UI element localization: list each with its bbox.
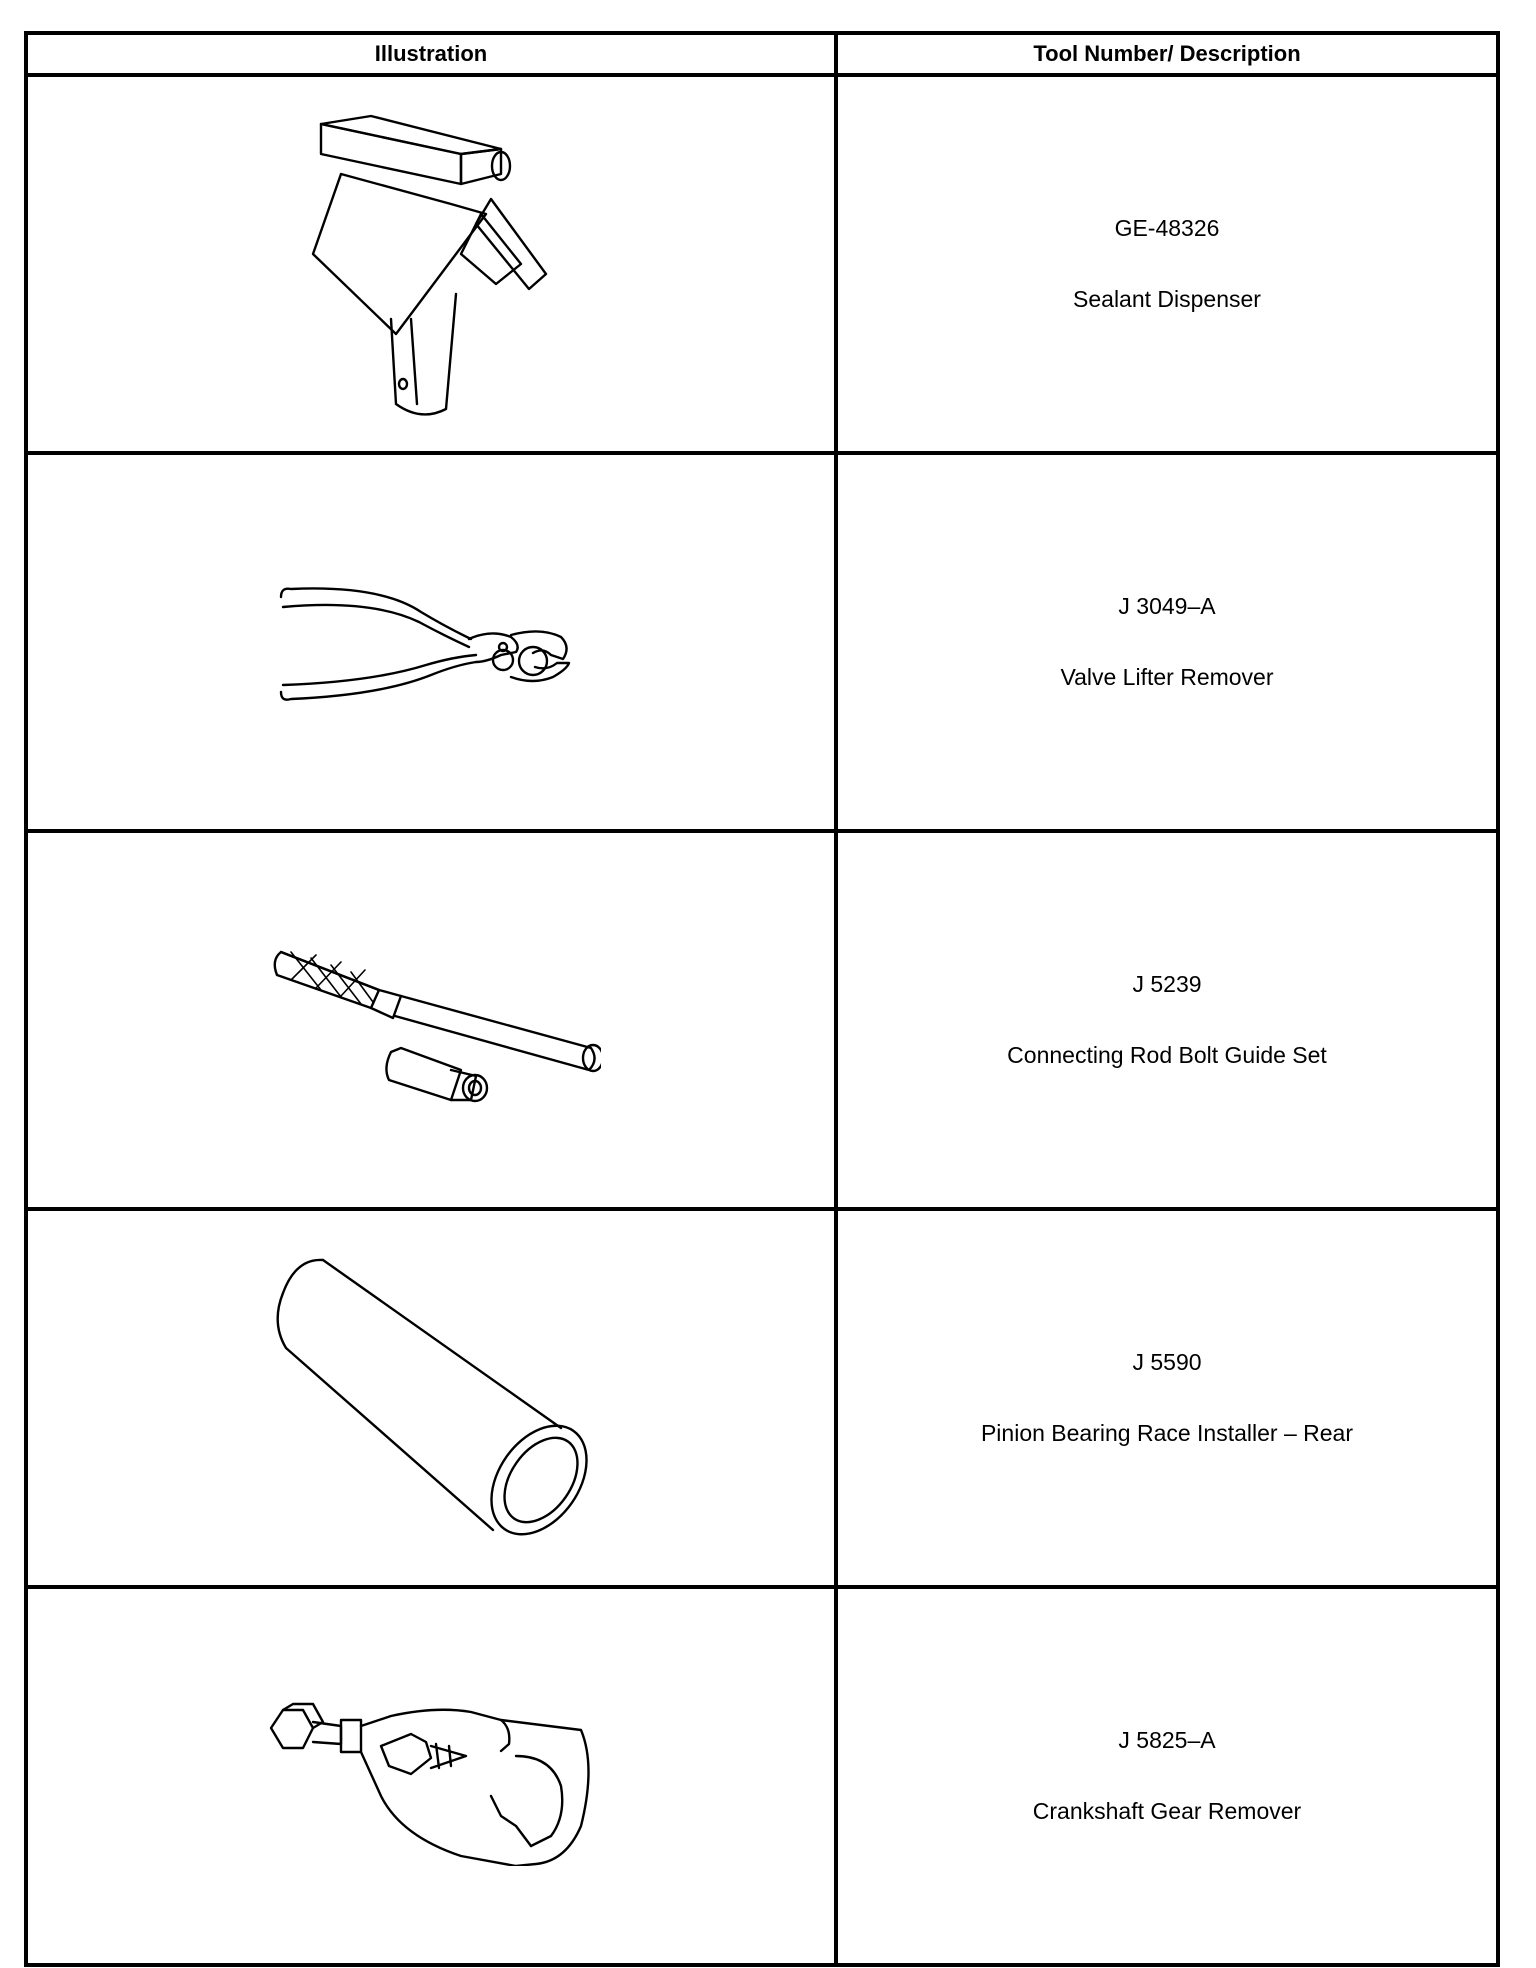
illustration-cell: [26, 1587, 836, 1965]
crankshaft-gear-remover-icon: [261, 1686, 601, 1866]
table-row: [26, 453, 1498, 831]
illustration-cell: [26, 831, 836, 1209]
connecting-rod-bolt-guide-icon: [261, 930, 601, 1110]
tool-cell: [836, 831, 1498, 1209]
valve-lifter-remover-icon: [271, 567, 591, 717]
table-row: [26, 831, 1498, 1209]
tool-number: J 5825–A: [1118, 1727, 1216, 1753]
sealant-dispenser-icon: [301, 104, 561, 424]
tool-description: Connecting Rod Bolt Guide Set: [1007, 1042, 1327, 1068]
tool-description: Valve Lifter Remover: [1060, 664, 1274, 690]
tool-number: J 3049–A: [1118, 593, 1216, 619]
tool-description: Crankshaft Gear Remover: [1032, 1798, 1302, 1824]
table-row: [26, 1587, 1498, 1965]
illustration-cell: [26, 75, 836, 453]
pinion-bearing-race-installer-icon: [261, 1248, 601, 1548]
special-tools-table: [24, 31, 1500, 1967]
tool-cell: [836, 1587, 1498, 1965]
tool-description: Pinion Bearing Race Installer – Rear: [980, 1420, 1354, 1446]
tool-cell: [836, 1209, 1498, 1587]
tool-description-header: Tool Number/ Description: [836, 33, 1498, 75]
illustration-cell: [26, 453, 836, 831]
tool-number: J 5590: [1132, 1349, 1202, 1375]
illustration-cell: [26, 1209, 836, 1587]
header-row: [26, 33, 1498, 75]
tool-number: GE-48326: [1114, 215, 1220, 241]
table-row: [26, 75, 1498, 453]
table-row: [26, 1209, 1498, 1587]
illustration-header: Illustration: [26, 33, 836, 75]
tool-description: Sealant Dispenser: [1073, 286, 1261, 312]
tool-number: J 5239: [1132, 971, 1202, 997]
tool-cell: [836, 453, 1498, 831]
tool-cell: [836, 75, 1498, 453]
